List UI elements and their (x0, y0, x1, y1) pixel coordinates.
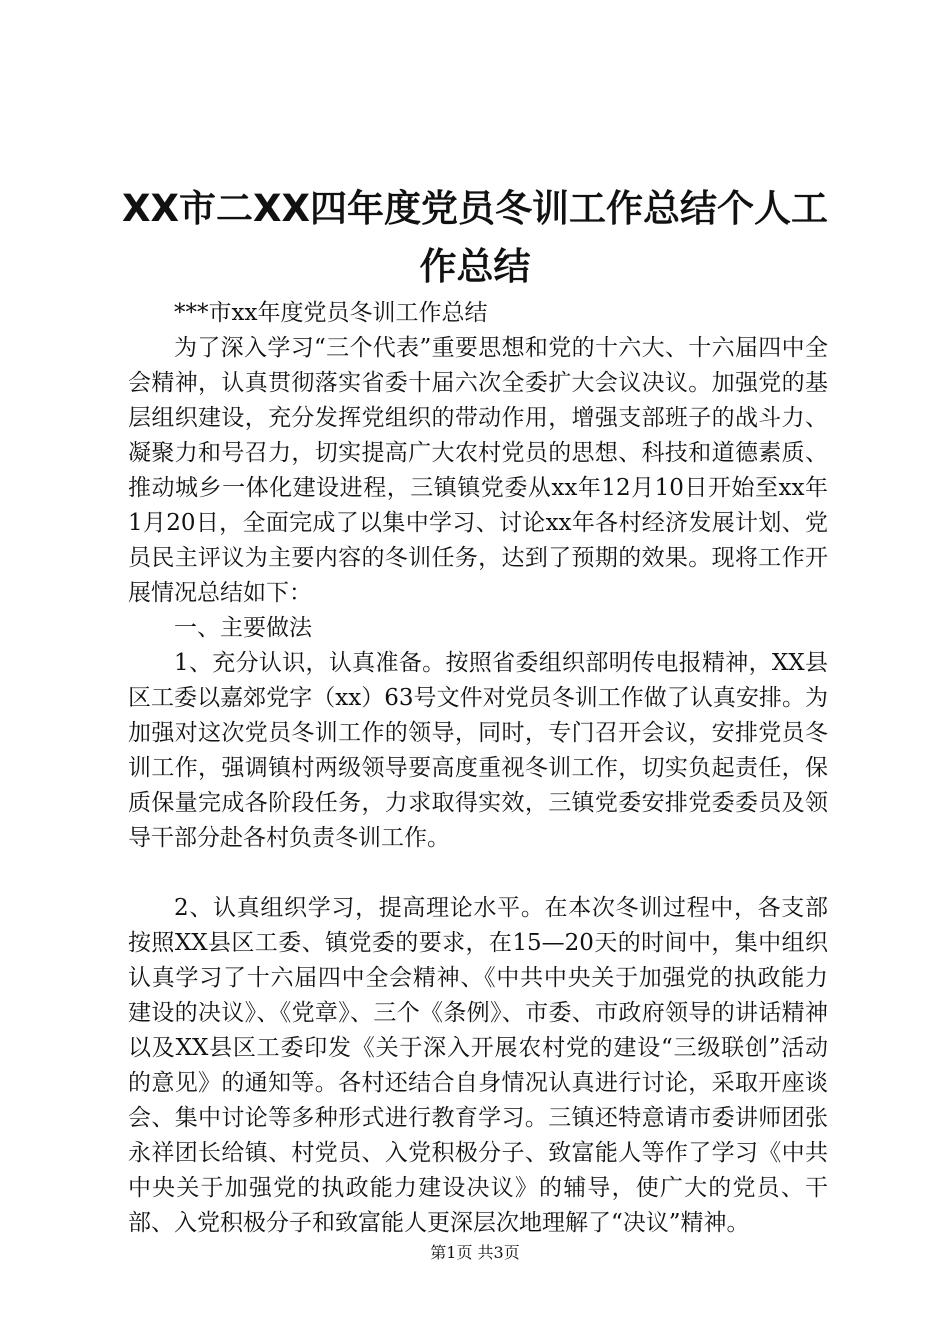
document-subtitle: ***市xx年度党员冬训工作总结 (174, 300, 488, 326)
document-title: XX市二XX四年度党员冬训工作总结个人工作总结 (121, 187, 829, 288)
paragraph-item-2: 2、认真组织学习，提高理论水平。在本次冬训过程中，各支部按照XX县区工委、镇党委的要求，在15—20天的时间中，集中组织认真学习了十六届四中全会精神、《中共中央关于加强党的执政能力建设的决议》、《党章》、三个《条例》、市委、市政府领导的讲话精神以及XX县区工委印发《关于深入开展农村党的建设“三级联创”活动的意见》的通知等。各村还结合自身情况认真进行讨论，采取开座谈会、集中讨论等多种形式进行教育学习。三镇还特意请市委讲师团张永祥团长给镇、村党员、入党积极分子、致富能人等作了学习《中共中央关于加强党的执政能力建设决议》的辅导，使广大的党员、干部、入党积极分子和致富能人更深层次地理解了“决议”精神。 (128, 895, 828, 1236)
page-number: 第1页 共3页 (430, 1243, 520, 1262)
document-body (128, 296, 828, 1241)
paragraph-item-1: 1、充分认识，认真准备。按照省委组织部明传电报精神，XX县区工委以嘉郊党字（xx）63号文件对党员冬训工作做了认真安排。为加强对这次党员冬训工作的领导，同时，专门召开会议，安排党员冬训工作，强调镇村两级领导要高度重视冬训工作，切实负起责任，保质保量完成各阶段任务，力求取得实效，三镇党委安排党委委员及领导干部分赴各村负责冬训工作。 (128, 650, 828, 851)
section-heading: 一、主要做法 (174, 615, 312, 641)
paragraph-intro: 为了深入学习“三个代表”重要思想和党的十六大、十六届四中全会精神，认真贯彻落实省委十届六次全委扩大会议决议。加强党的基层组织建设，充分发挥党组织的带动作用，增强支部班子的战斗力、凝聚力和号召力，切实提高广大农村党员的思想、科技和道德素质、推动城乡一体化建设进程，三镇镇党委从xx年12月10日开始至xx年1月20日，全面完成了以集中学习、讨论xx年各村经济发展计划、党员民主评议为主要内容的冬训任务，达到了预期的效果。现将工作开展情况总结如下： (128, 335, 828, 606)
